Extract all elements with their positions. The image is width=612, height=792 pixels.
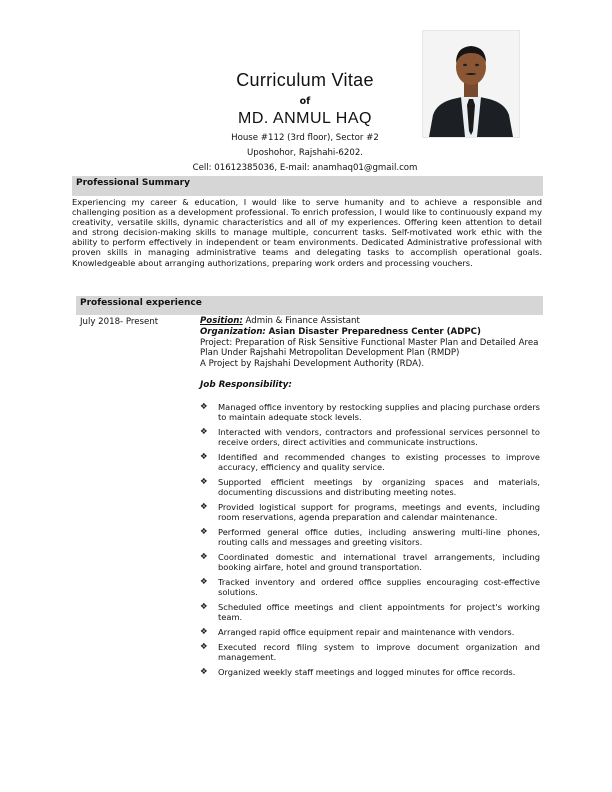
list-item: ❖ Tracked inventory and ordered office supplies encouraging cost-effective solutions. [200, 577, 540, 598]
list-item: ❖ Organized weekly staff meetings and logged minutes for office records. [200, 666, 516, 677]
list-item: ❖ Arranged rapid office equipment repair and maintenance with vendors. [200, 627, 515, 637]
list-item: ❖ Provided logistical support for programs, meetings and events, including room reservations, agenda preparation and calendar maintenance. [200, 502, 540, 523]
list-item: ❖ Performed general office duties, including answering multi-line phones, routing calls and messages and greeting visitors. [200, 527, 540, 548]
diamond-bullet-icon: ❖ [200, 427, 208, 437]
section-header-summary [72, 176, 543, 196]
list-item: ❖ Scheduled office meetings and client appointments for project's working team. [200, 602, 540, 623]
list-item: ❖ Coordinated domestic and international travel arrangements, including booking airfare, hotel and ground transportation. [200, 552, 540, 573]
diamond-bullet-icon: ❖ [200, 577, 208, 587]
list-item: ❖ Interacted with vendors, contractors and professional services personnel to receive orders, direct activities and communicate instructions. [200, 427, 540, 448]
diamond-bullet-icon: ❖ [200, 552, 208, 562]
experience-heading: Professional experience [80, 298, 202, 308]
diamond-bullet-icon: ❖ [200, 641, 208, 652]
project-text: Project: Preparation of Risk Sensitive Functional Master Plan and Detailed Area Plan Under Rajshahi Metropolitan Development Plan (RMDP) [200, 337, 539, 359]
project-note: A Project by Rajshahi Development Authority (RDA). [200, 359, 425, 370]
position-label: Position: [200, 316, 243, 326]
diamond-bullet-icon: ❖ [200, 602, 208, 612]
list-item: ❖ Supported efficient meetings by organizing spaces and materials, documenting discussions and distributing meeting notes. [200, 477, 540, 498]
diamond-bullet-icon: ❖ [200, 666, 208, 677]
candidate-name: MD. ANMUL HAQ [238, 110, 372, 127]
diamond-bullet-icon: ❖ [200, 502, 208, 512]
contact-info: Cell: 01612385036, E-mail: anamhaq01@gmail.com [192, 163, 418, 173]
experience-date: July 2018- Present [80, 317, 159, 327]
organization-label: Organization: [200, 326, 266, 337]
document-title: Curriculum Vitae [236, 70, 374, 90]
diamond-bullet-icon: ❖ [200, 477, 208, 487]
organization-value: Asian Disaster Preparedness Center (ADPC) [268, 326, 481, 337]
diamond-bullet-icon: ❖ [200, 527, 208, 537]
summary-text: Experiencing my career & education, I would like to serve humanity and to achieve a responsible and challenging position as a development professional. To enrich profession, I would like to continuously expand my creativity, versatile skills, dynamic characteristics and all of my experiences. Offering keen attention to detail and strong decision-making skills to manage multiple, concurrent tasks. Self-motivated work ethic with the ability to perform effectively in independent or team environments. Dedicated Administrative professional with proven skills in managing administrative teams and delegating tasks to accomplish operational goals. Knowledgeable about arranging authorizations, preparing work orders and processing vouchers. [72, 197, 542, 268]
section-header-experience [76, 296, 543, 315]
organization-line [200, 327, 540, 338]
responsibility-list [200, 402, 540, 682]
list-item: ❖ Managed office inventory by restocking supplies and placing purchase orders to maintain adequate stock levels. [200, 402, 540, 423]
position-line [200, 316, 540, 327]
position-value: Admin & Finance Assistant [245, 316, 360, 326]
title-of: of [299, 96, 311, 107]
list-item: ❖ Identified and recommended changes to existing processes to improve accuracy, efficiency and quality service. [200, 452, 540, 473]
list-item: ❖ Executed record filing system to improve document organization and management. [200, 641, 540, 662]
summary-heading: Professional Summary [76, 178, 190, 188]
diamond-bullet-icon: ❖ [200, 402, 208, 412]
address-line-2: Uposhohor, Rajshahi-6202. [246, 148, 364, 158]
address-line-1: House #112 (3rd floor), Sector #2 [231, 133, 379, 143]
responsibility-heading: Job Responsibility: [200, 380, 292, 390]
diamond-bullet-icon: ❖ [200, 627, 208, 637]
diamond-bullet-icon: ❖ [200, 452, 208, 462]
job-details [200, 316, 540, 370]
